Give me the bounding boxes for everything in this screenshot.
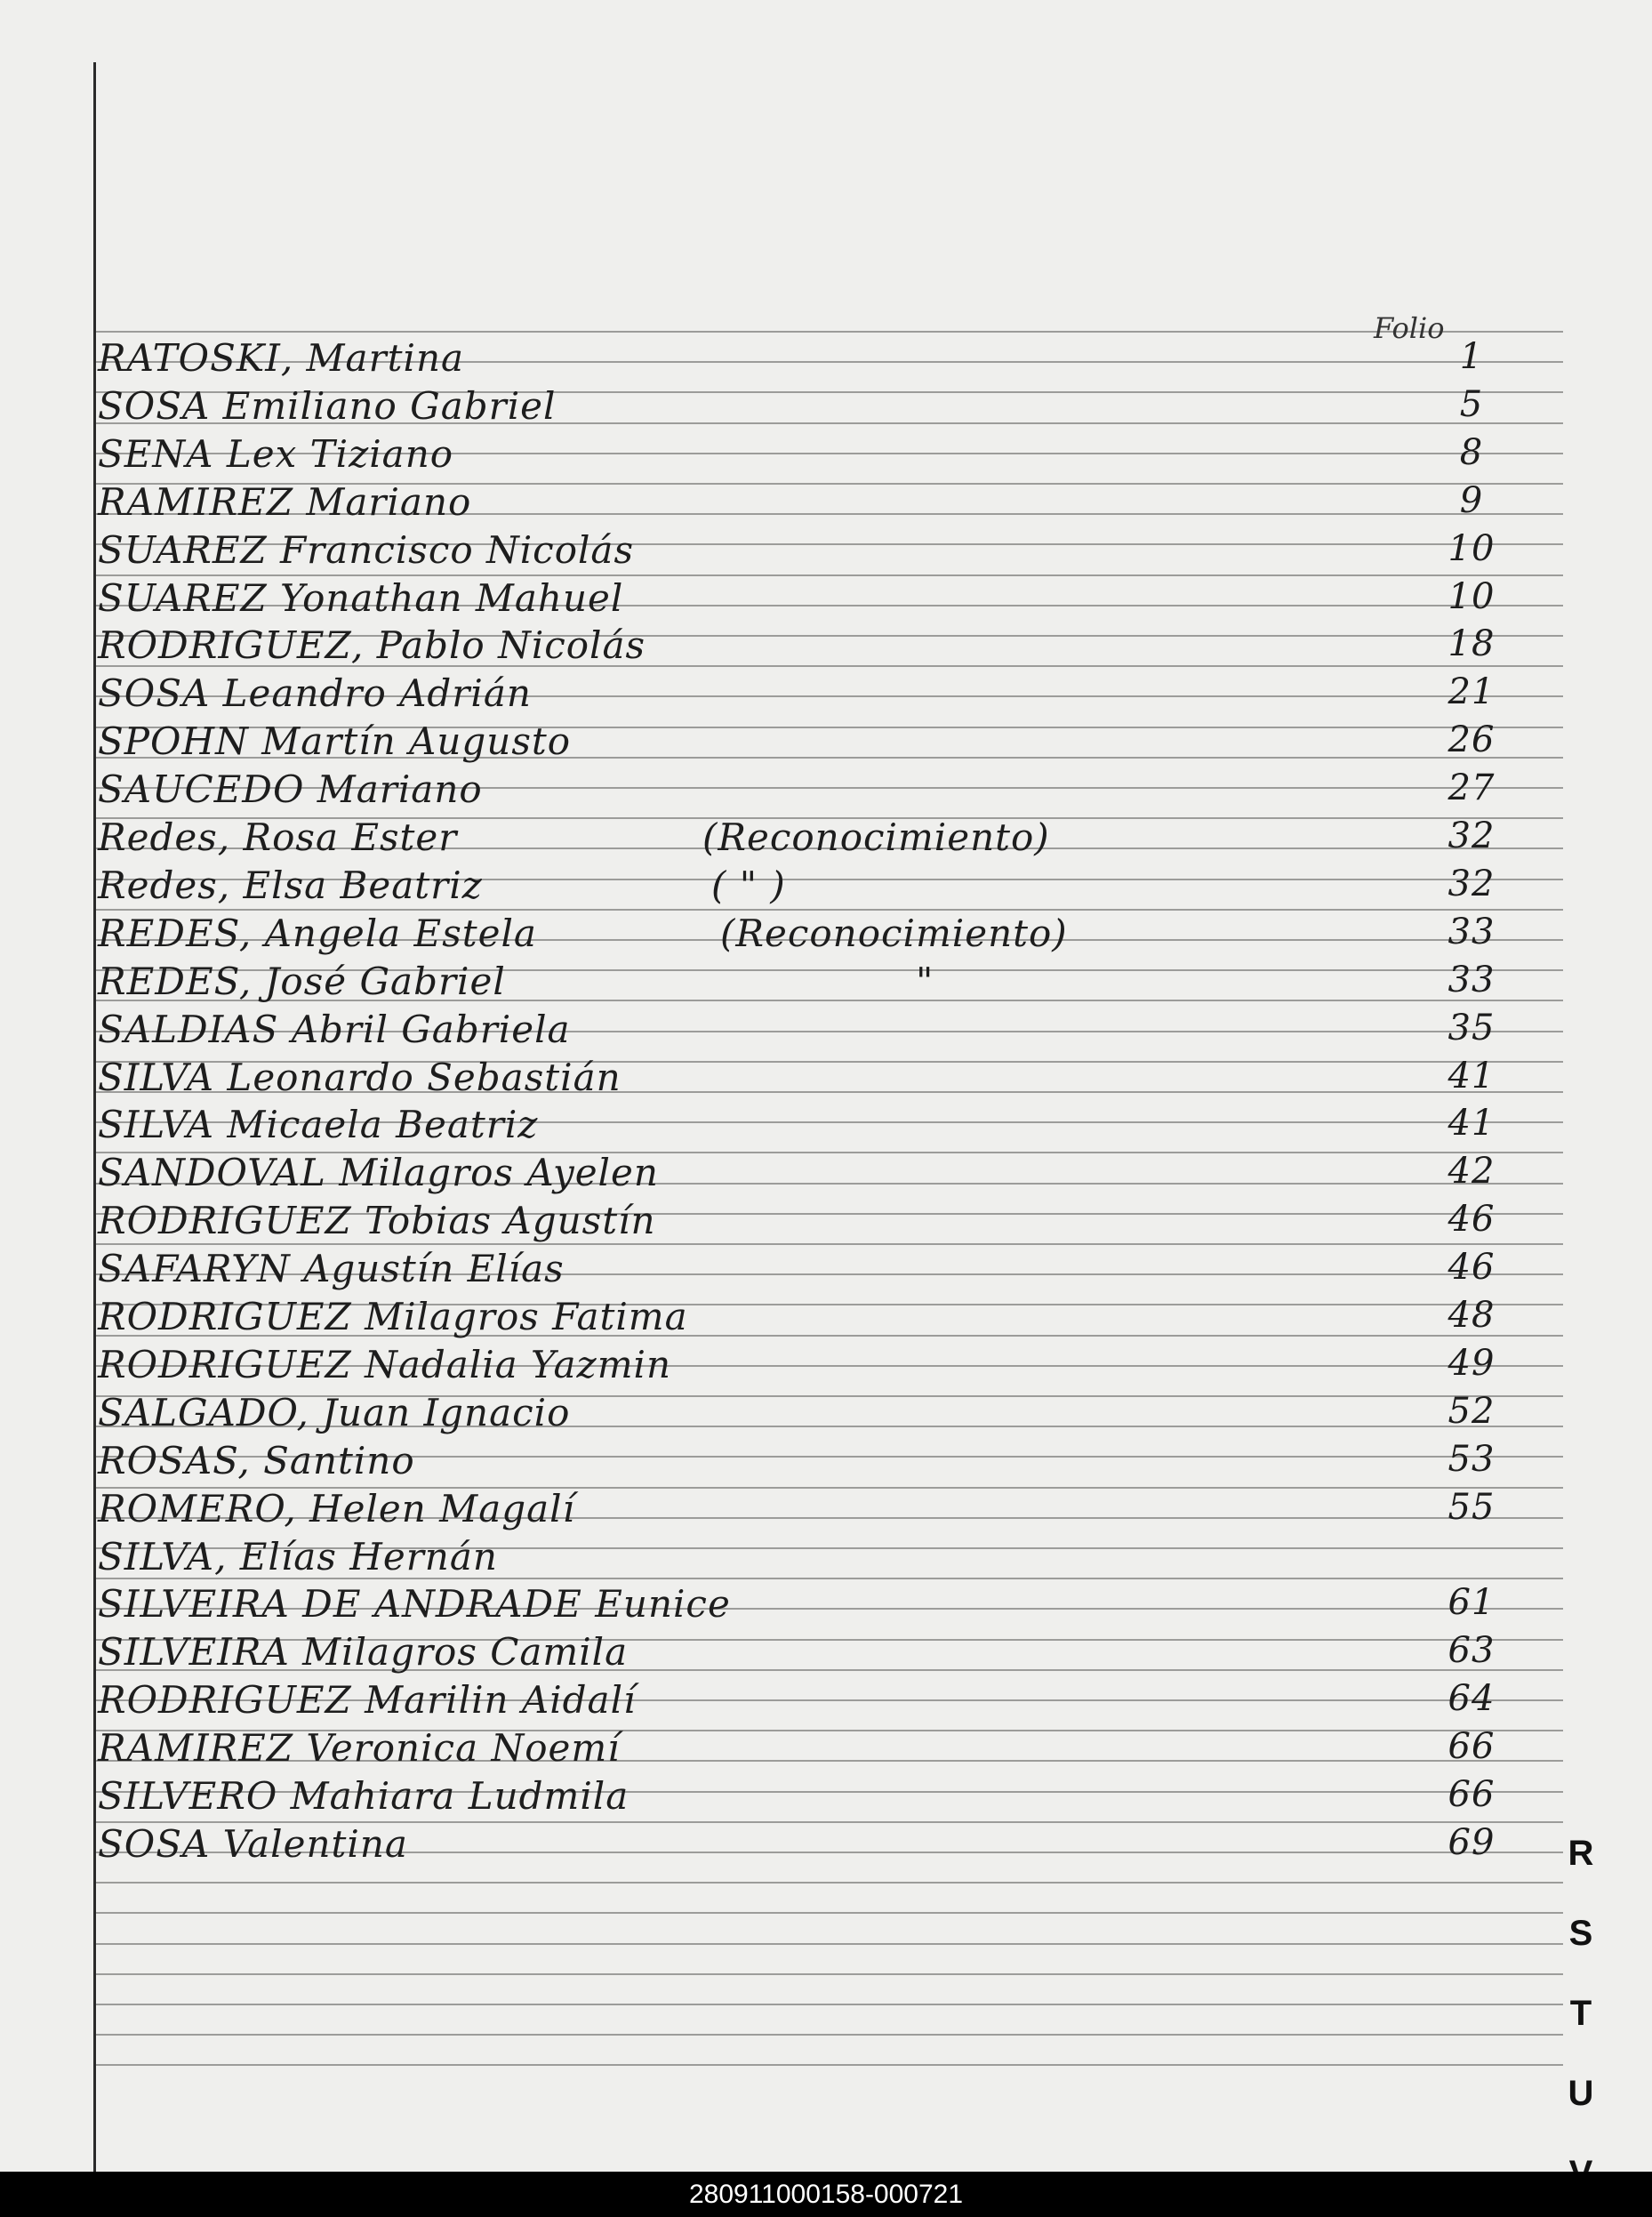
- entry-folio: 27: [1448, 767, 1496, 808]
- entry-name: ROMERO, Helen Magalí: [98, 1487, 576, 1530]
- entry-name: SALDIAS Abril Gabriela: [98, 1008, 571, 1051]
- entry-folio: 42: [1448, 1151, 1496, 1192]
- entry-name: SUAREZ Yonathan Mahuel: [98, 576, 624, 620]
- entry-folio: 10: [1448, 528, 1496, 569]
- entry-name: Redes, Elsa Beatriz: [98, 864, 483, 907]
- entry-folio: 66: [1448, 1726, 1496, 1767]
- entry-folio: 46: [1448, 1247, 1496, 1288]
- ruled-line: [96, 909, 1563, 911]
- entry-name: REDES, José Gabriel: [98, 960, 506, 1003]
- entry-name: SALGADO, Juan Ignacio: [98, 1391, 571, 1434]
- entry-folio: 66: [1448, 1774, 1496, 1815]
- entry-folio: 32: [1448, 864, 1496, 904]
- entry-name: SILVEIRA DE ANDRADE Eunice: [98, 1582, 731, 1626]
- entry-folio: 69: [1448, 1822, 1496, 1863]
- entry-folio: 26: [1448, 719, 1496, 760]
- ruled-line: [96, 2034, 1563, 2036]
- entry-note: ": [916, 960, 934, 1003]
- entry-folio: 32: [1448, 815, 1496, 856]
- entry-name: RODRIGUEZ Milagros Fatima: [98, 1295, 688, 1338]
- entry-name: SENA Lex Tiziano: [98, 432, 454, 476]
- ruled-line: [96, 1943, 1563, 1945]
- ruled-line: [96, 331, 1563, 333]
- entry-name: SILVERO Mahiara Ludmila: [98, 1774, 630, 1818]
- entry-name: RODRIGUEZ Marilin Aidalí: [98, 1678, 637, 1722]
- ruled-line: [96, 2004, 1563, 2005]
- entry-name: RODRIGUEZ Tobias Agustín: [98, 1199, 656, 1242]
- entry-folio: 9: [1459, 480, 1484, 521]
- entry-name: SANDOVAL Milagros Ayelen: [98, 1151, 659, 1194]
- entry-name: Redes, Rosa Ester: [98, 815, 458, 859]
- entry-name: REDES, Angela Estela: [98, 912, 537, 955]
- folio-column-header: Folio: [1374, 311, 1445, 345]
- entry-name: RAMIREZ Veronica Noemí: [98, 1726, 621, 1770]
- entry-name: SILVA Leonardo Sebastián: [98, 1056, 622, 1099]
- entry-folio: 46: [1448, 1199, 1496, 1240]
- entry-name: SOSA Valentina: [98, 1822, 408, 1866]
- entry-folio: 49: [1448, 1343, 1496, 1384]
- entry-note: (Reconocimiento): [702, 815, 1050, 859]
- entry-folio: 53: [1448, 1439, 1496, 1480]
- entry-name: SOSA Emiliano Gabriel: [98, 384, 557, 428]
- entry-folio: 64: [1448, 1678, 1496, 1719]
- entry-name: SILVA, Elías Hernán: [98, 1535, 498, 1578]
- entry-folio: 1: [1459, 336, 1484, 377]
- entry-folio: 33: [1448, 960, 1496, 1000]
- entry-folio: 41: [1448, 1056, 1496, 1096]
- index-tab-letter: U: [1568, 2074, 1594, 2113]
- entry-folio: 52: [1448, 1391, 1496, 1432]
- entry-folio: 61: [1448, 1582, 1496, 1623]
- entry-folio: 35: [1448, 1008, 1496, 1048]
- entry-name: SPOHN Martín Augusto: [98, 719, 572, 763]
- margin-line: [93, 62, 96, 2172]
- entry-folio: 55: [1448, 1487, 1496, 1528]
- entry-folio: 63: [1448, 1630, 1496, 1671]
- entry-folio: 41: [1448, 1103, 1496, 1144]
- entry-folio: 5: [1459, 384, 1484, 425]
- index-tab-letter: T: [1569, 1994, 1592, 2033]
- entry-folio: 18: [1448, 623, 1496, 664]
- entry-name: SILVA Micaela Beatriz: [98, 1103, 539, 1146]
- entry-folio: 48: [1448, 1295, 1496, 1336]
- entry-name: SAUCEDO Mariano: [98, 767, 483, 811]
- entry-name: RODRIGUEZ, Pablo Nicolás: [98, 623, 646, 667]
- entry-name: RATOSKI, Martina: [98, 336, 465, 380]
- entry-folio: 21: [1448, 671, 1496, 712]
- ruled-line: [96, 1973, 1563, 1975]
- entry-name: SAFARYN Agustín Elías: [98, 1247, 565, 1290]
- index-tab-letter: S: [1568, 1914, 1593, 1953]
- entry-note: ( " ): [711, 864, 786, 907]
- ruled-line: [96, 1882, 1563, 1884]
- ruled-line: [96, 1243, 1563, 1245]
- entry-folio: 8: [1459, 432, 1484, 473]
- ruled-line: [96, 2064, 1563, 2066]
- entry-name: SUAREZ Francisco Nicolás: [98, 528, 635, 572]
- entry-name: ROSAS, Santino: [98, 1439, 415, 1482]
- index-tab-letter: R: [1568, 1834, 1594, 1873]
- entry-name: SOSA Leandro Adrián: [98, 671, 532, 715]
- entry-name: RODRIGUEZ Nadalia Yazmin: [98, 1343, 671, 1386]
- entry-name: SILVEIRA Milagros Camila: [98, 1630, 629, 1674]
- entry-folio: 33: [1448, 912, 1496, 952]
- ruled-line: [96, 1912, 1563, 1914]
- document-id-footer: 280911000158-000721: [0, 2172, 1652, 2217]
- entry-note: (Reconocimiento): [720, 912, 1068, 955]
- entry-folio: 10: [1448, 576, 1496, 617]
- entry-name: RAMIREZ Mariano: [98, 480, 472, 524]
